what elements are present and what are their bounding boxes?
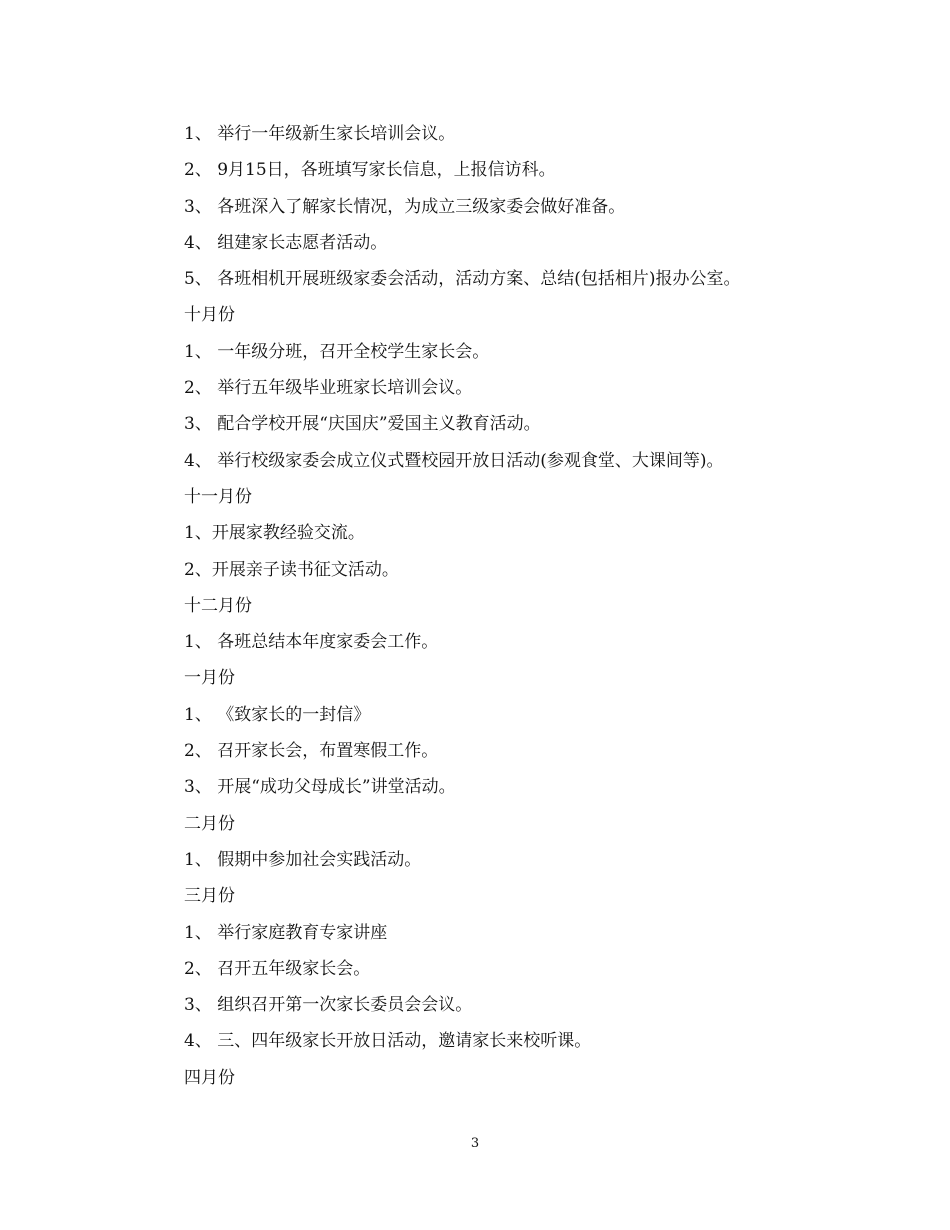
month-heading-march: 三月份 (184, 886, 235, 907)
list-item: 2、 9月15日，各班填写家长信息，上报信访科。 (184, 160, 556, 181)
list-item: 1、 《致家长的一封信》 (184, 704, 371, 725)
list-item: 4、 组建家长志愿者活动。 (184, 232, 388, 253)
list-item: 4、 举行校级家委会成立仪式暨校园开放日活动(参观食堂、大课间等)。 (184, 450, 724, 471)
page-number: 3 (470, 1136, 480, 1151)
list-item: 1、 各班总结本年度家委会工作。 (184, 632, 439, 653)
list-item: 3、 各班深入了解家长情况，为成立三级家委会做好准备。 (184, 196, 626, 217)
list-item: 2、 召开五年级家长会。 (184, 958, 371, 979)
month-heading-february: 二月份 (184, 813, 235, 834)
list-item: 2、 召开家长会，布置寒假工作。 (184, 741, 439, 762)
list-item: 4、 三、四年级家长开放日活动，邀请家长来校听课。 (184, 1031, 592, 1052)
month-heading-april: 四月份 (184, 1067, 235, 1088)
list-item: 1、 一年级分班，召开全校学生家长会。 (184, 341, 490, 362)
list-item: 3、 开展“成功父母成长”讲堂活动。 (184, 777, 456, 798)
list-item: 3、 配合学校开展“庆国庆”爱国主义教育活动。 (184, 414, 541, 435)
list-item: 1、 举行一年级新生家长培训会议。 (184, 124, 456, 144)
list-item: 2、 举行五年级毕业班家长培训会议。 (184, 378, 473, 399)
month-heading-december: 十二月份 (184, 595, 252, 616)
month-heading-november: 十一月份 (184, 486, 252, 507)
month-heading-october: 十月份 (184, 305, 235, 326)
month-heading-january: 一月份 (184, 668, 235, 689)
list-item: 2、开展亲子读书征文活动。 (184, 559, 399, 580)
list-item: 1、开展家教经验交流。 (184, 523, 365, 544)
list-item: 1、 假期中参加社会实践活动。 (184, 849, 422, 870)
document-body (184, 116, 834, 1096)
list-item: 5、 各班相机开展班级家委会活动，活动方案、总结(包括相片)报办公室。 (184, 269, 741, 290)
list-item: 1、 举行家庭教育专家讲座 (184, 922, 388, 943)
list-item: 3、 组织召开第一次家长委员会会议。 (184, 995, 473, 1016)
